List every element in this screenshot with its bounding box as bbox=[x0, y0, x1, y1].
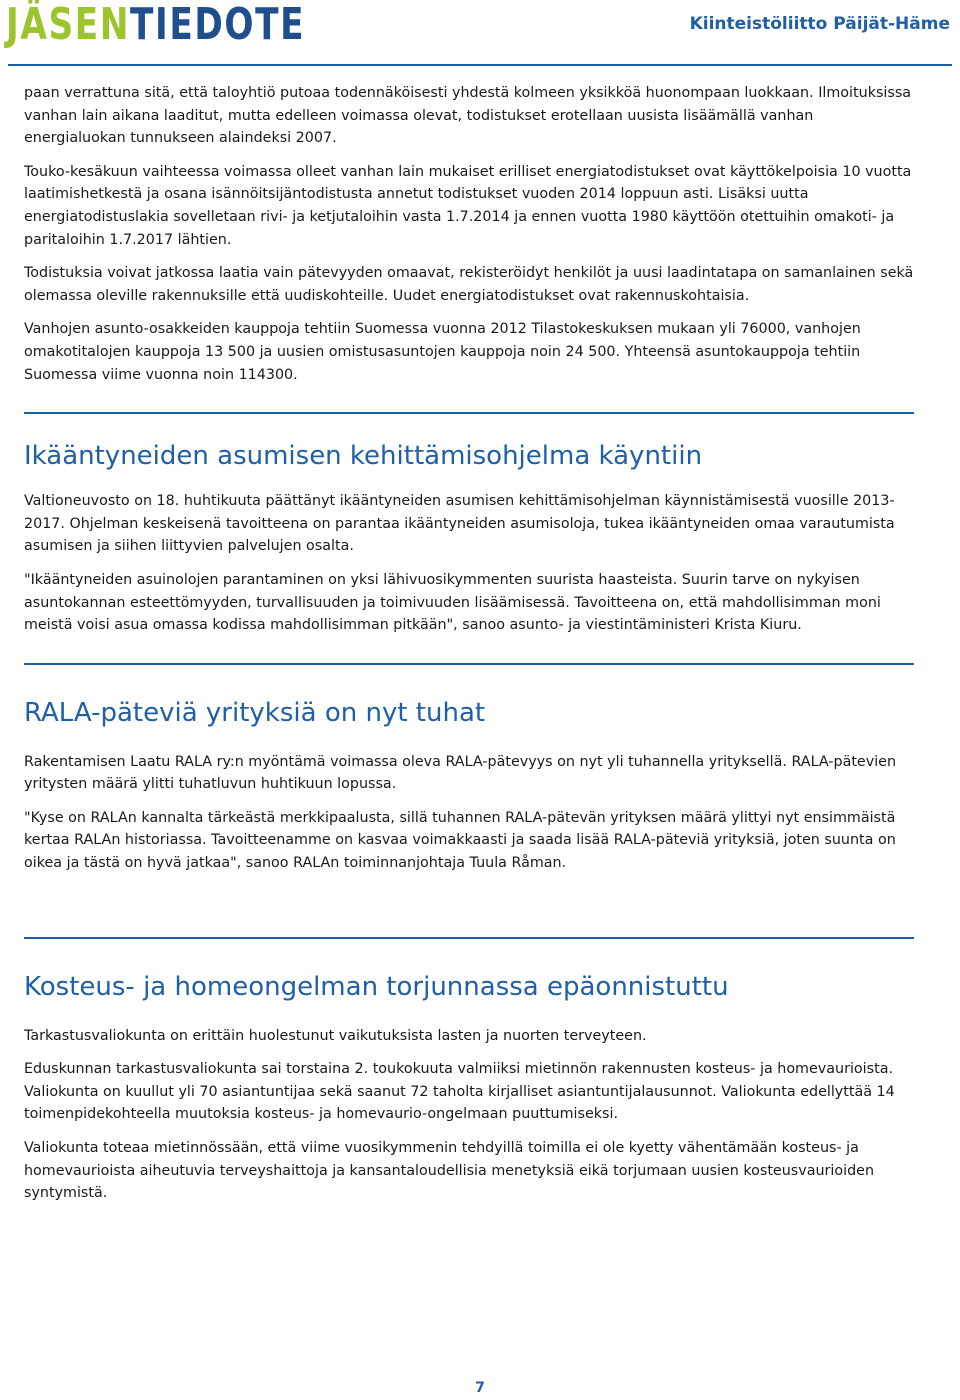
article-rala bbox=[24, 665, 914, 875]
paragraph: paan verrattuna sitä, että taloyhtiö putoaa todennäköisesti yhdestä kolmeen yksikköä huonompaan luokkaan. Ilmoituksissa vanhan lain aikana laaditut, mutta edelleen voimassa olevat, todistukset erotellaan uusista lisäämällä vanhan energialuokan tunnukseen alaindeksi 2007. bbox=[24, 85, 912, 147]
intro-block bbox=[24, 82, 914, 386]
logo-jasen-text: JÄSEN bbox=[6, 0, 131, 50]
newsletter-logo bbox=[6, 2, 305, 48]
article-title: Ikääntyneiden asumisen kehittämisohjelma käyntiin bbox=[24, 441, 703, 472]
article-title: Kosteus- ja homeongelman torjunnassa epäonnistuttu bbox=[24, 971, 729, 1002]
paragraph: Eduskunnan tarkastusvaliokunta sai torstaina 2. toukokuuta valmiiksi mietinnön rakennusten kosteus- ja homevaurioista. Valiokunta on kuullut yli 70 asiantuntijaa sekä saanut 72 taholta kirjalliset asiantuntijalausunnot. Valiokunta edellyttää 14 toimenpidekohteella muutoksia kosteus- ja homevaurio-ongelmaan puuttumiseksi. bbox=[24, 1061, 895, 1123]
article-body bbox=[24, 82, 914, 1216]
paragraph: Vanhojen asunto-osakkeiden kauppoja tehtiin Suomessa vuonna 2012 Tilastokeskuksen mukaan yli 76000, vanhojen omakotitalojen kauppoja 13 500 ja uusien omistusasuntojen kauppoja noin 24 500. Yhteensä asuntokauppoja tehtiin Suomessa viime vuonna noin 114300. bbox=[24, 321, 861, 383]
paragraph: Tarkastusvaliokunta on erittäin huolestunut vaikutuksista lasten ja nuorten terveyteen. bbox=[24, 1027, 647, 1044]
paragraph: "Kyse on RALAn kannalta tärkeästä merkkipaalusta, sillä tuhannen RALA-pätevän yrityksen määrä ylittyi nyt ensimmäistä kertaa RALAn historiassa. Tavoitteenamme on kasvaa voimakkaasti ja saada lisää RALA-päteviä yrityksiä, joten suunta on oikea ja tästä on hyvä jatkaa", sanoo RALAn toiminnanjohtaja Tuula Råman. bbox=[24, 809, 896, 872]
paragraph: Todistuksia voivat jatkossa laatia vain pätevyyden omaavat, rekisteröidyt henkilöt ja uusi laadintatapa on samanlainen sekä olemassa oleville rakennuksille että uudiskohteille. Uudet energiatodistukset ovat rakennuskohtaisia. bbox=[24, 265, 914, 304]
paragraph: Touko-kesäkuun vaihteessa voimassa olleet vanhan lain mukaiset erilliset energiatodistukset ovat käyttökelpoisia 10 vuotta laatimishetkestä ja osana isännöitsijäntodistusta annetut todistukset vuoden 2014 loppuun asti. Lisäksi uutta energiatodistuslakia sovelletaan rivi- ja ketjutaloihin vasta 1.7.2014 ja ennen vuotta 1980 käyttöön otettuihin omakoti- ja paritaloihin 1.7.2017 lähtien. bbox=[24, 163, 912, 248]
page-header bbox=[0, 0, 960, 64]
logo-tiedote-text: TIEDOTE bbox=[130, 0, 306, 50]
paragraph: Valtioneuvosto on 18. huhtikuuta päättänyt ikääntyneiden asumisen kehittämisohjelman käynnistämisestä vuosille 2013-2017. Ohjelman keskeisenä tavoitteena on parantaa ikääntyneiden asumisoloja, tukea ikääntyneiden omaa varautumista asumisen ja siihen liittyvien palvelujen osalta. bbox=[24, 493, 895, 555]
paragraph: "Ikääntyneiden asuinolojen parantaminen on yksi lähivuosikymmenten suurista haasteista. Suurin tarve on nykyisen asuntokannan esteettömyyden, turvallisuuden ja toimivuuden lisäämisessä. Tavoitteena on, että mahdollisimman moni meistä voisi asua omassa kodissa mahdollisimman pitkään", sanoo asunto- ja viestintäministeri Krista Kiuru. bbox=[24, 571, 881, 634]
paragraph: Rakentamisen Laatu RALA ry:n myöntämä voimassa oleva RALA-pätevyys on nyt yli tuhannella yrityksellä. RALA-pätevien yritysten määrä ylitti tuhatluvun huhtikuun lopussa. bbox=[24, 753, 897, 793]
article-title: RALA-päteviä yrityksiä on nyt tuhat bbox=[24, 697, 486, 728]
paragraph: Valiokunta toteaa mietinnössään, että viime vuosikymmenin tehdyillä toimilla ei ole kyetty vähentämään kosteus- ja homevaurioista aiheutuvia terveyshaittoja ja kansantaloudellisia menetyksiä eikä torjumaan uusien kosteusvaurioiden syntymistä. bbox=[24, 1140, 875, 1202]
article-ikaantyneet bbox=[24, 414, 914, 637]
header-divider bbox=[8, 64, 952, 66]
article-kosteus bbox=[24, 939, 914, 1205]
page-number: 7 bbox=[475, 1380, 485, 1396]
organization-name: Kiinteistöliitto Päijät-Häme bbox=[689, 14, 950, 34]
